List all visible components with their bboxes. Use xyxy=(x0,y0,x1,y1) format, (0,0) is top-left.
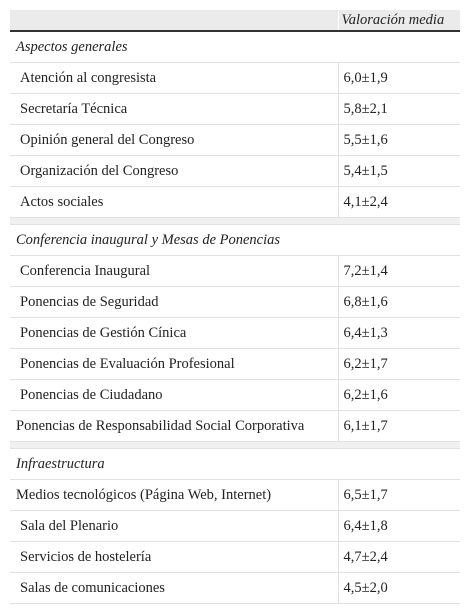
table-row xyxy=(10,187,460,218)
table-row xyxy=(10,125,460,156)
row-value: 5,8±2,1 xyxy=(338,94,460,125)
row-value: 6,4±1,8 xyxy=(338,511,460,542)
section-title: Conferencia inaugural y Mesas de Ponencias xyxy=(10,225,460,256)
row-label: Atención al congresista xyxy=(10,63,338,94)
row-value: 6,4±1,3 xyxy=(338,318,460,349)
row-label: Actos sociales xyxy=(10,187,338,218)
row-label: Ponencias de Gestión Cínica xyxy=(10,318,338,349)
row-value: 7,2±1,4 xyxy=(338,256,460,287)
section-row xyxy=(10,225,460,256)
row-value: 6,2±1,7 xyxy=(338,349,460,380)
row-label: Organización del Congreso xyxy=(10,156,338,187)
table-row xyxy=(10,256,460,287)
row-value: 4,7±2,4 xyxy=(338,542,460,573)
row-label: Medios tecnológicos (Página Web, Internet) xyxy=(10,480,338,511)
section-spacer-cell xyxy=(10,218,460,225)
section-spacer xyxy=(10,218,460,225)
row-label: Opinión general del Congreso xyxy=(10,125,338,156)
row-label: Ponencias de Seguridad xyxy=(10,287,338,318)
row-value: 5,5±1,6 xyxy=(338,125,460,156)
section-spacer-cell xyxy=(10,442,460,449)
table-row xyxy=(10,63,460,94)
row-label: Ponencias de Responsabilidad Social Corporativa xyxy=(10,411,338,442)
row-value: 6,8±1,6 xyxy=(338,287,460,318)
table-row xyxy=(10,318,460,349)
header-value-column: Valoración media xyxy=(338,10,460,31)
row-value: 6,2±1,6 xyxy=(338,380,460,411)
table-row xyxy=(10,542,460,573)
row-label: Ponencias de Evaluación Profesional xyxy=(10,349,338,380)
row-label: Conferencia Inaugural xyxy=(10,256,338,287)
table-header-row xyxy=(10,10,460,31)
ratings-table xyxy=(10,10,460,604)
row-value: 5,4±1,5 xyxy=(338,156,460,187)
table-row xyxy=(10,480,460,511)
table-row xyxy=(10,349,460,380)
row-label: Ponencias de Ciudadano xyxy=(10,380,338,411)
table-row xyxy=(10,380,460,411)
row-label: Salas de comunicaciones xyxy=(10,573,338,604)
table-row xyxy=(10,411,460,442)
row-value: 6,1±1,7 xyxy=(338,411,460,442)
row-label: Secretaría Técnica xyxy=(10,94,338,125)
row-value: 4,1±2,4 xyxy=(338,187,460,218)
row-value: 6,5±1,7 xyxy=(338,480,460,511)
section-title: Aspectos generales xyxy=(10,31,460,63)
table-body xyxy=(10,31,460,604)
row-label: Sala del Plenario xyxy=(10,511,338,542)
table-row xyxy=(10,287,460,318)
table-row xyxy=(10,511,460,542)
table-row xyxy=(10,573,460,604)
row-label: Servicios de hostelería xyxy=(10,542,338,573)
section-spacer xyxy=(10,442,460,449)
header-label-column xyxy=(10,10,338,31)
section-title: Infraestructura xyxy=(10,449,460,480)
section-row xyxy=(10,449,460,480)
table-row xyxy=(10,156,460,187)
section-row xyxy=(10,31,460,63)
table-row xyxy=(10,94,460,125)
row-value: 4,5±2,0 xyxy=(338,573,460,604)
row-value: 6,0±1,9 xyxy=(338,63,460,94)
